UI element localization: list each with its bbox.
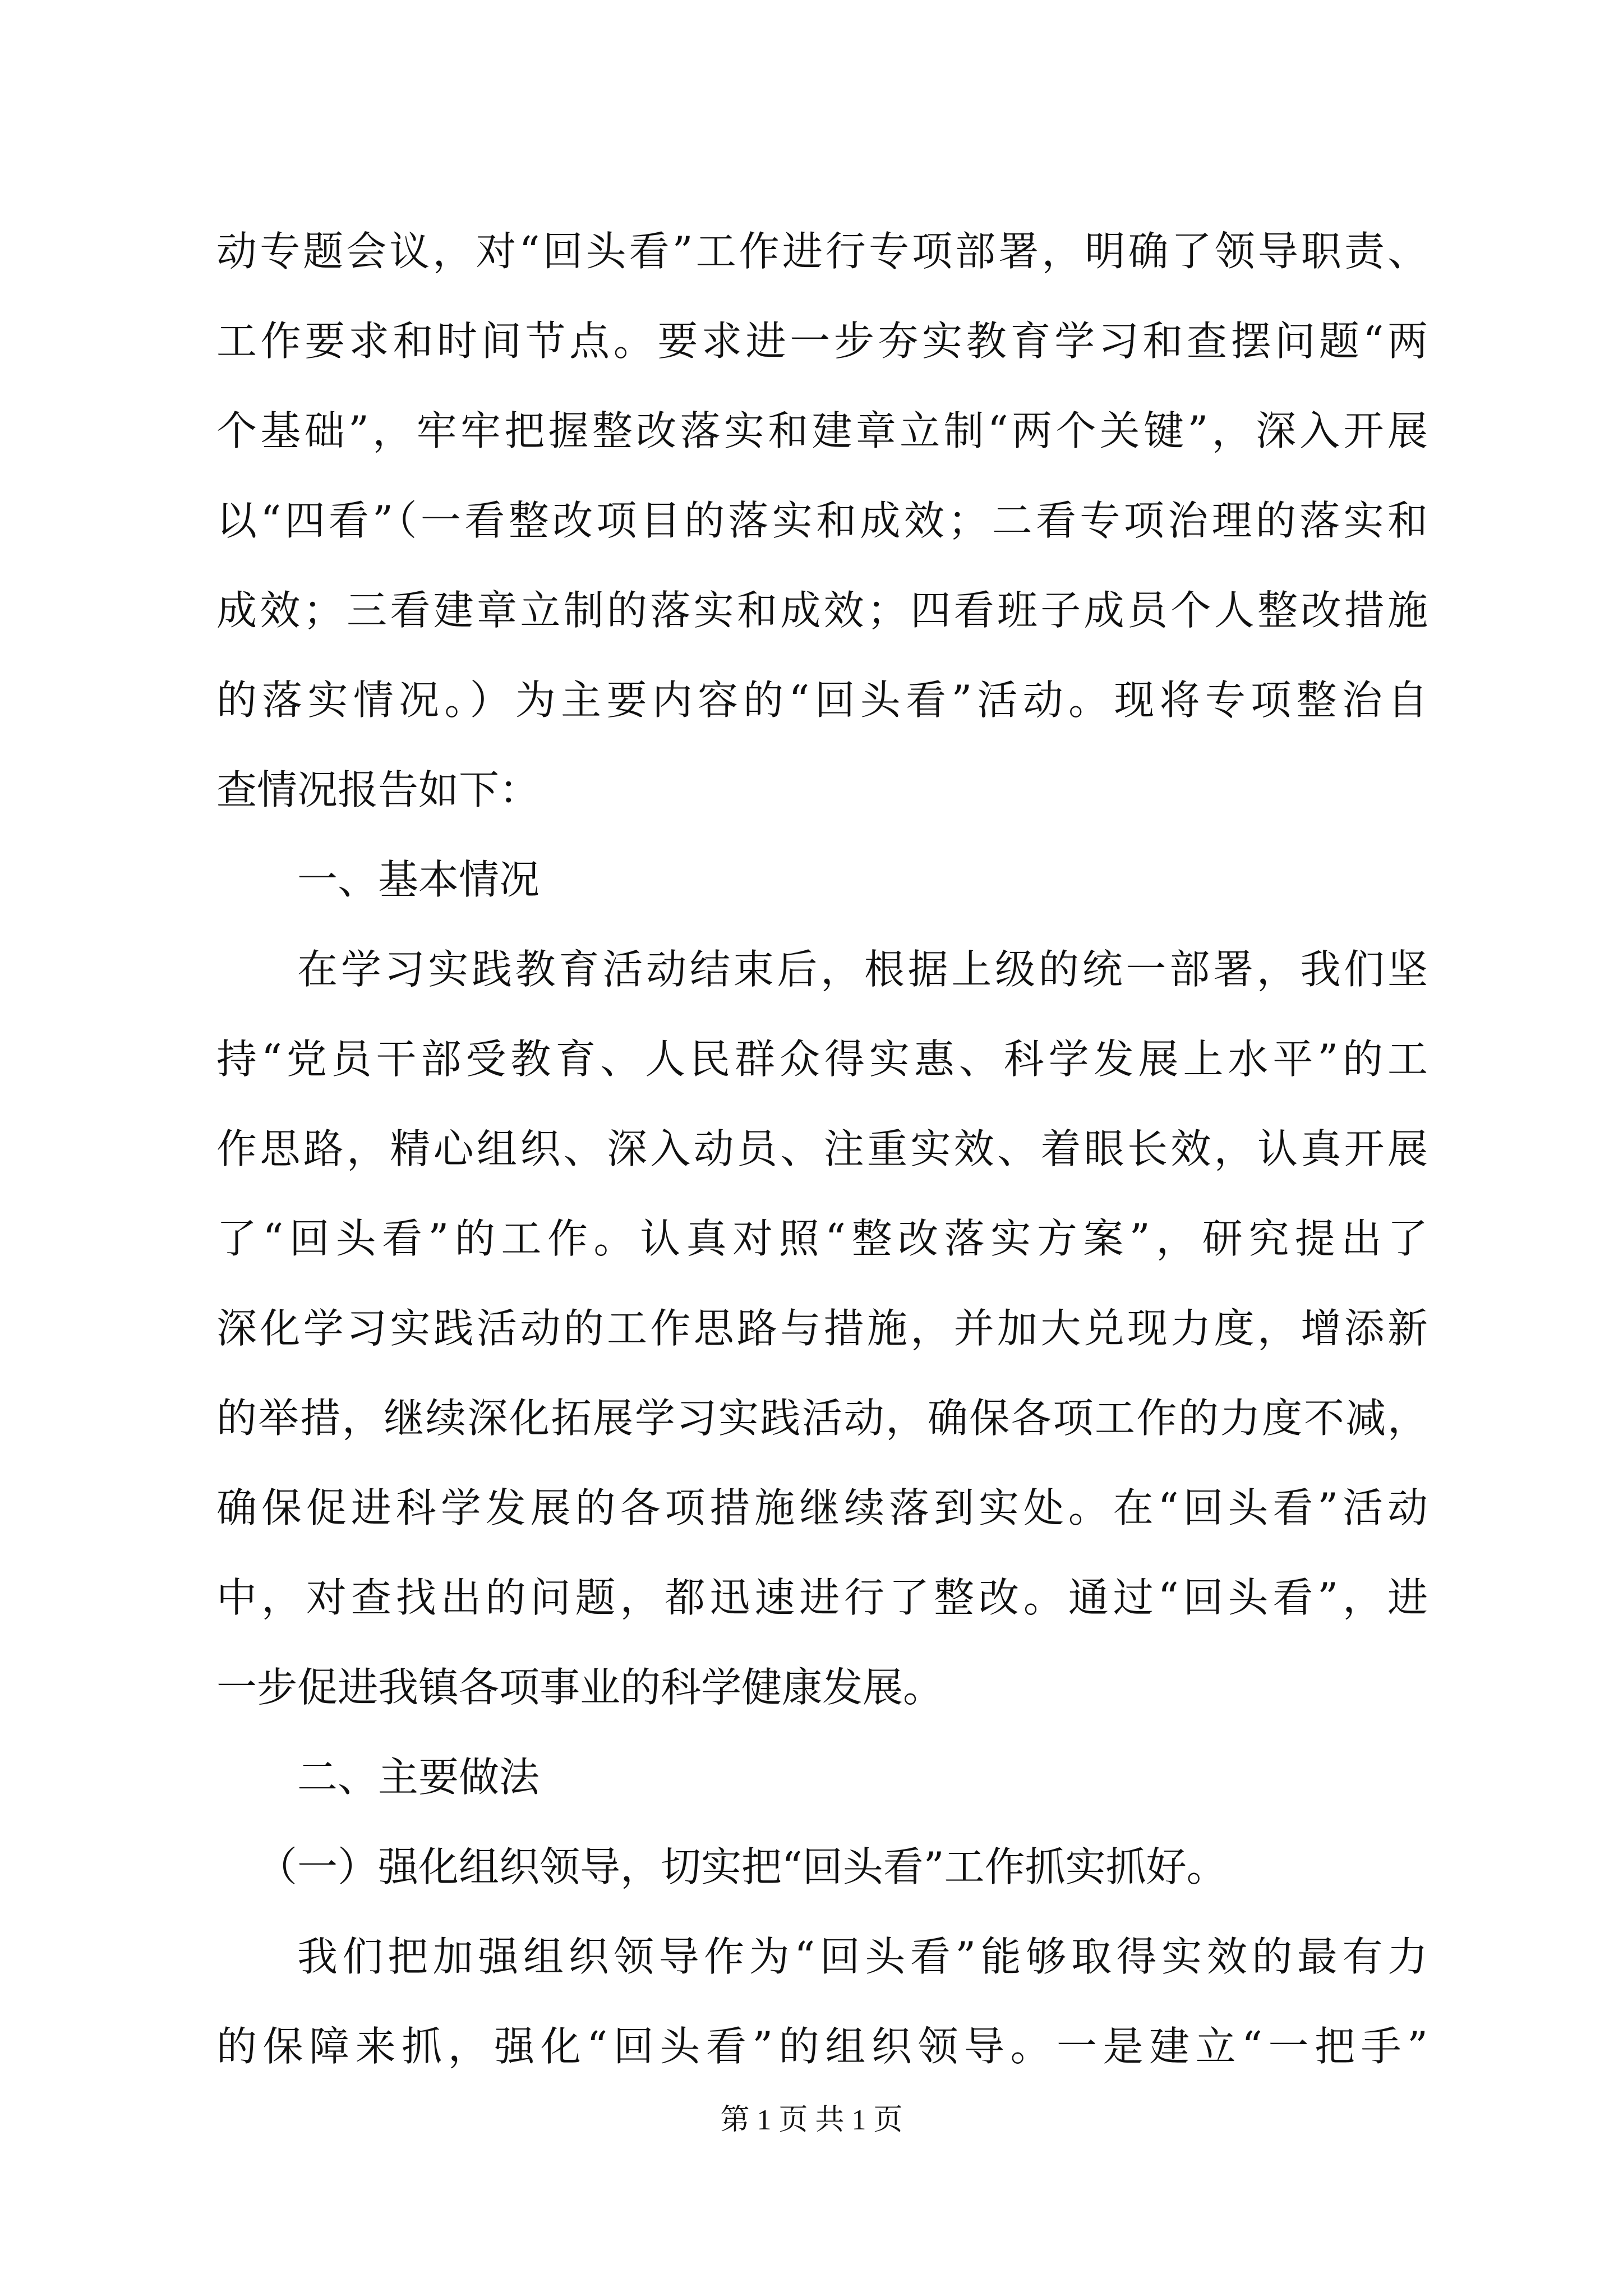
paragraph-line: 持“党员干部受教育、人民群众得实惠、科学发展上水平”的工: [216, 1036, 1428, 1083]
paragraph-line: 的举措，继续深化拓展学习实践活动，确保各项工作的力度不减，: [216, 1395, 1428, 1442]
document-body: [216, 206, 1428, 2091]
paragraph-line: 了“回头看”的工作。认真对照“整改落实方案”，研究提出了: [216, 1215, 1428, 1262]
paragraph-line: 在学习实践教育活动结束后，根据上级的统一部署，我们坚: [297, 946, 1428, 993]
section-heading: 二、主要做法: [297, 1754, 540, 1801]
paragraph-line: 动专题会议，对“回头看”工作进行专项部署，明确了领导职责、: [216, 228, 1428, 275]
paragraph-line: 我们把加强组织领导作为“回头看”能够取得实效的最有力: [297, 1933, 1428, 1980]
paragraph-line: 一步促进我镇各项事业的科学健康发展。: [216, 1664, 944, 1711]
section-heading: 一、基本情况: [297, 856, 540, 903]
paragraph-line: 个基础”，牢牢把握整改落实和建章立制“两个关键”，深入开展: [216, 407, 1428, 454]
page-footer: 第 1 页 共 1 页: [720, 2104, 903, 2136]
subsection-heading: （一）强化组织领导，切实把“回头看”工作抓实抓好。: [257, 1843, 1227, 1890]
paragraph-line: 的落实情况。）为主要内容的“回头看”活动。现将专项整治自: [216, 677, 1428, 724]
paragraph-line: 确保促进科学发展的各项措施继续落到实处。在“回头看”活动: [216, 1484, 1428, 1531]
paragraph-line: 工作要求和时间节点。要求进一步夯实教育学习和查摆问题“两: [216, 318, 1428, 365]
paragraph-line: 成效；三看建章立制的落实和成效；四看班子成员个人整改措施: [216, 587, 1428, 634]
paragraph-line: 的保障来抓，强化“回头看”的组织领导。一是建立“一把手”: [216, 2023, 1428, 2070]
paragraph-line: 查情况报告如下：: [216, 766, 540, 813]
paragraph-line: 以“四看”（一看整改项目的落实和成效；二看专项治理的落实和: [216, 497, 1428, 544]
paragraph-line: 中，对查找出的问题，都迅速进行了整改。通过“回头看”，进: [216, 1574, 1428, 1621]
paragraph-line: 作思路，精心组织、深入动员、注重实效、着眼长效，认真开展: [216, 1125, 1428, 1172]
paragraph-line: 深化学习实践活动的工作思路与措施，并加大兑现力度，增添新: [216, 1305, 1428, 1352]
